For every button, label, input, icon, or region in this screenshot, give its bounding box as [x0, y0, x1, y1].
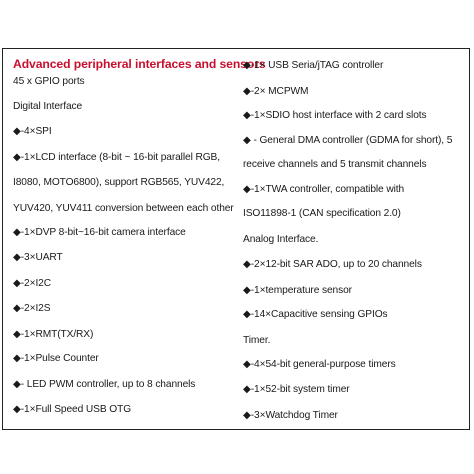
spec-line: ◆-1×RMT(TX/RX) [13, 329, 94, 340]
spec-line: ◆-1×TWA controller, compatible with [243, 184, 405, 195]
spec-line: ◆-2× MCPWM [243, 86, 309, 97]
spec-line: Analog Interface. [243, 234, 319, 245]
spec-line: ◆- LED PWM controller, up to 8 channels [13, 379, 196, 390]
spec-line: ◆ - General DMA controller (GDMA for short), 5 [243, 135, 453, 146]
spec-line: ◆-1×LCD interface (8-bit ~ 16-bit parallel RGB, [13, 152, 220, 163]
spec-line: ◆-1× USB Seria/jTAG controller [243, 60, 384, 71]
spec-line: receive channels and 5 transmit channels [243, 159, 427, 170]
spec-line: ◆-1×DVP 8-bit~16-bit camera interface [13, 227, 186, 238]
spec-frame [2, 48, 470, 430]
spec-line: ◆-1×Full Speed USB OTG [13, 404, 132, 415]
spec-line: ◆-2×12-bit SAR ADO, up to 20 channels [243, 259, 422, 270]
spec-line: ◆-3×UART [13, 252, 63, 263]
spec-line: ◆-14×Capacitive sensing GPIOs [243, 309, 388, 320]
spec-line: ◆-4×SPI [13, 126, 52, 137]
spec-line: ◆-3×Watchdog Timer [243, 410, 338, 421]
spec-line: ◆-1×temperature sensor [243, 285, 352, 296]
spec-line: ◆-2×I2C [13, 278, 51, 289]
spec-line: ◆-1×Pulse Counter [13, 353, 99, 364]
spec-line: YUV420, YUV411 conversion between each other [13, 203, 234, 214]
spec-line: ◆-1×SDIO host interface with 2 card slots [243, 110, 427, 121]
spec-line: Timer. [243, 335, 271, 346]
spec-line: Digital Interface [13, 101, 83, 112]
section-heading: Advanced peripheral interfaces and sensors [13, 57, 266, 71]
spec-line: ISO11898-1 (CAN specification 2.0) [243, 208, 401, 219]
spec-line: 45 x GPIO ports [13, 76, 85, 87]
spec-line: ◆-1×52-bit system timer [243, 384, 350, 395]
spec-line: ◆-4×54-bit general-purpose timers [243, 359, 396, 370]
spec-line: I8080, MOTO6800), support RGB565, YUV422, [13, 177, 225, 188]
spec-line: ◆-2×I2S [13, 303, 51, 314]
